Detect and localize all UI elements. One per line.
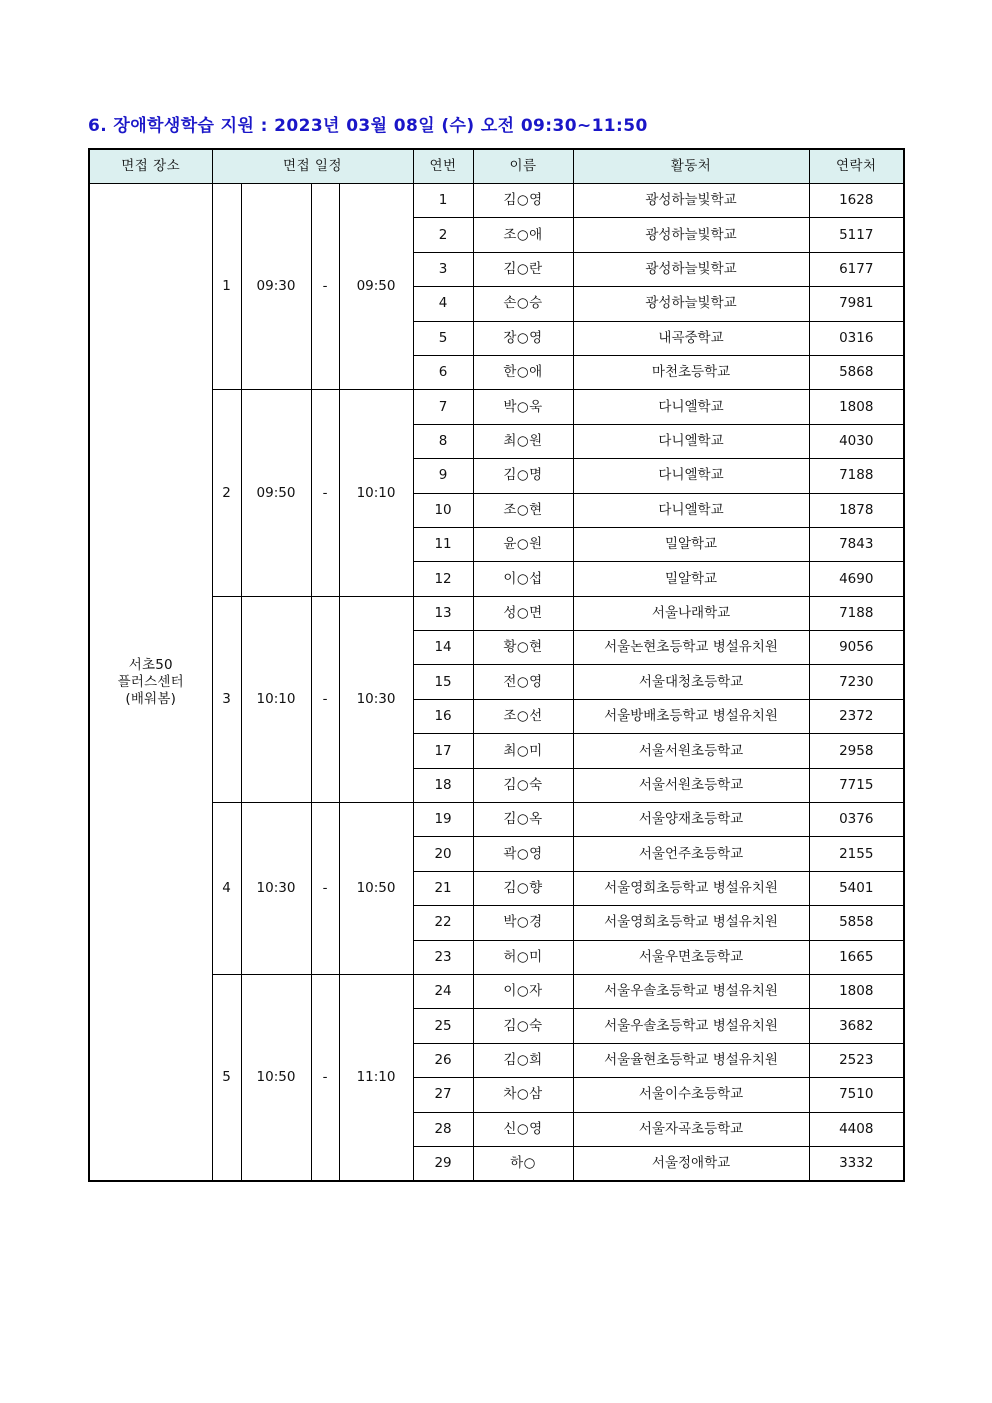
- row-organization: 서울자곡초등학교: [573, 1112, 809, 1146]
- row-organization: 서울양재초등학교: [573, 803, 809, 837]
- row-organization: 다니엘학교: [573, 459, 809, 493]
- row-applicant-name: 김○영: [473, 184, 573, 218]
- row-organization: 광성하늘빛학교: [573, 218, 809, 252]
- table-row: [89, 803, 904, 837]
- row-applicant-name: 김○명: [473, 459, 573, 493]
- row-contact-number: 1628: [809, 184, 904, 218]
- row-contact-number: 3332: [809, 1146, 904, 1181]
- row-organization: 서울우솔초등학교 병설유치원: [573, 974, 809, 1008]
- row-contact-number: 5868: [809, 355, 904, 389]
- row-organization: 서울대청초등학교: [573, 665, 809, 699]
- schedule-group-number: 2: [212, 390, 241, 596]
- row-sequence-number: 22: [413, 906, 473, 940]
- row-sequence-number: 15: [413, 665, 473, 699]
- row-contact-number: 7188: [809, 596, 904, 630]
- schedule-range-dash: -: [311, 803, 339, 975]
- schedule-start-time: 10:10: [241, 596, 311, 802]
- row-organization: 광성하늘빛학교: [573, 252, 809, 286]
- column-header-seq: 연번: [413, 149, 473, 184]
- row-contact-number: 7843: [809, 527, 904, 561]
- row-sequence-number: 7: [413, 390, 473, 424]
- row-organization: 다니엘학교: [573, 424, 809, 458]
- interview-place-cell: [89, 184, 212, 1182]
- row-contact-number: 2372: [809, 699, 904, 733]
- row-contact-number: 1665: [809, 940, 904, 974]
- row-applicant-name: 김○옥: [473, 803, 573, 837]
- row-contact-number: 2958: [809, 734, 904, 768]
- schedule-group-number: 3: [212, 596, 241, 802]
- row-contact-number: 4408: [809, 1112, 904, 1146]
- interview-place-line: 플러스센터: [117, 673, 184, 690]
- row-applicant-name: 이○자: [473, 974, 573, 1008]
- row-applicant-name: 성○면: [473, 596, 573, 630]
- row-contact-number: 4030: [809, 424, 904, 458]
- table-row: [89, 974, 904, 1008]
- row-contact-number: 5858: [809, 906, 904, 940]
- row-organization: 서울언주초등학교: [573, 837, 809, 871]
- row-organization: 밀알학교: [573, 562, 809, 596]
- row-sequence-number: 19: [413, 803, 473, 837]
- schedule-range-dash: -: [311, 974, 339, 1181]
- column-header-place: 면접 장소: [89, 149, 212, 184]
- row-sequence-number: 25: [413, 1009, 473, 1043]
- row-contact-number: 5117: [809, 218, 904, 252]
- row-organization: 서울나래학교: [573, 596, 809, 630]
- row-contact-number: 4690: [809, 562, 904, 596]
- row-applicant-name: 한○애: [473, 355, 573, 389]
- schedule-end-time: 10:50: [339, 803, 413, 975]
- row-sequence-number: 9: [413, 459, 473, 493]
- row-sequence-number: 27: [413, 1078, 473, 1112]
- row-applicant-name: 최○원: [473, 424, 573, 458]
- schedule-end-time: 10:30: [339, 596, 413, 802]
- row-applicant-name: 허○미: [473, 940, 573, 974]
- row-applicant-name: 조○선: [473, 699, 573, 733]
- row-sequence-number: 20: [413, 837, 473, 871]
- row-applicant-name: 차○삼: [473, 1078, 573, 1112]
- column-header-name: 이름: [473, 149, 573, 184]
- row-sequence-number: 11: [413, 527, 473, 561]
- row-applicant-name: 조○현: [473, 493, 573, 527]
- row-contact-number: 7715: [809, 768, 904, 802]
- schedule-end-time: 11:10: [339, 974, 413, 1181]
- row-organization: 서울우면초등학교: [573, 940, 809, 974]
- row-contact-number: 7981: [809, 287, 904, 321]
- row-sequence-number: 5: [413, 321, 473, 355]
- row-sequence-number: 23: [413, 940, 473, 974]
- schedule-range-dash: -: [311, 184, 339, 390]
- row-contact-number: 6177: [809, 252, 904, 286]
- row-organization: 서울율현초등학교 병설유치원: [573, 1043, 809, 1077]
- schedule-start-time: 10:30: [241, 803, 311, 975]
- row-sequence-number: 28: [413, 1112, 473, 1146]
- schedule-range-dash: -: [311, 390, 339, 596]
- row-contact-number: 1808: [809, 974, 904, 1008]
- row-sequence-number: 6: [413, 355, 473, 389]
- schedule-start-time: 09:50: [241, 390, 311, 596]
- column-header-tel: 연락처: [809, 149, 904, 184]
- table-row: [89, 596, 904, 630]
- row-sequence-number: 21: [413, 871, 473, 905]
- schedule-group-number: 4: [212, 803, 241, 975]
- row-sequence-number: 14: [413, 631, 473, 665]
- row-contact-number: 7188: [809, 459, 904, 493]
- row-applicant-name: 김○란: [473, 252, 573, 286]
- row-applicant-name: 윤○원: [473, 527, 573, 561]
- column-header-schedule: 면접 일정: [212, 149, 413, 184]
- row-sequence-number: 2: [413, 218, 473, 252]
- table-row: [89, 184, 904, 218]
- schedule-group-number: 5: [212, 974, 241, 1181]
- schedule-end-time: 10:10: [339, 390, 413, 596]
- schedule-range-dash: -: [311, 596, 339, 802]
- row-organization: 다니엘학교: [573, 390, 809, 424]
- table-head: [89, 149, 904, 184]
- schedule-group-number: 1: [212, 184, 241, 390]
- interview-schedule-table: [88, 148, 905, 1182]
- row-contact-number: 2523: [809, 1043, 904, 1077]
- row-contact-number: 9056: [809, 631, 904, 665]
- row-organization: 광성하늘빛학교: [573, 184, 809, 218]
- schedule-start-time: 09:30: [241, 184, 311, 390]
- interview-place-line: (배워봄): [125, 690, 177, 707]
- row-applicant-name: 장○영: [473, 321, 573, 355]
- table-body: [89, 184, 904, 1182]
- row-organization: 마천초등학교: [573, 355, 809, 389]
- row-sequence-number: 26: [413, 1043, 473, 1077]
- row-contact-number: 0316: [809, 321, 904, 355]
- row-organization: 광성하늘빛학교: [573, 287, 809, 321]
- row-applicant-name: 김○숙: [473, 1009, 573, 1043]
- row-applicant-name: 박○욱: [473, 390, 573, 424]
- row-sequence-number: 16: [413, 699, 473, 733]
- row-applicant-name: 김○희: [473, 1043, 573, 1077]
- row-contact-number: 3682: [809, 1009, 904, 1043]
- row-applicant-name: 손○승: [473, 287, 573, 321]
- row-organization: 서울서원초등학교: [573, 768, 809, 802]
- row-applicant-name: 전○영: [473, 665, 573, 699]
- row-contact-number: 2155: [809, 837, 904, 871]
- row-sequence-number: 24: [413, 974, 473, 1008]
- row-applicant-name: 김○숙: [473, 768, 573, 802]
- row-organization: 서울영희초등학교 병설유치원: [573, 871, 809, 905]
- row-sequence-number: 3: [413, 252, 473, 286]
- row-sequence-number: 29: [413, 1146, 473, 1181]
- table-header-row: [89, 149, 904, 184]
- row-contact-number: 7230: [809, 665, 904, 699]
- row-sequence-number: 13: [413, 596, 473, 630]
- row-organization: 서울정애학교: [573, 1146, 809, 1181]
- row-contact-number: 7510: [809, 1078, 904, 1112]
- row-applicant-name: 신○영: [473, 1112, 573, 1146]
- row-sequence-number: 12: [413, 562, 473, 596]
- interview-place-line: 서초50: [128, 656, 173, 673]
- table-row: [89, 390, 904, 424]
- row-organization: 서울논현초등학교 병설유치원: [573, 631, 809, 665]
- row-organization: 서울이수초등학교: [573, 1078, 809, 1112]
- row-organization: 서울방배초등학교 병설유치원: [573, 699, 809, 733]
- row-contact-number: 0376: [809, 803, 904, 837]
- schedule-end-time: 09:50: [339, 184, 413, 390]
- row-organization: 서울서원초등학교: [573, 734, 809, 768]
- row-organization: 다니엘학교: [573, 493, 809, 527]
- column-header-org: 활동처: [573, 149, 809, 184]
- interview-schedule-table-wrapper: [88, 148, 904, 1182]
- row-organization: 서울영희초등학교 병설유치원: [573, 906, 809, 940]
- row-sequence-number: 4: [413, 287, 473, 321]
- row-organization: 서울우솔초등학교 병설유치원: [573, 1009, 809, 1043]
- row-organization: 내곡중학교: [573, 321, 809, 355]
- row-applicant-name: 조○애: [473, 218, 573, 252]
- row-contact-number: 1808: [809, 390, 904, 424]
- row-contact-number: 5401: [809, 871, 904, 905]
- row-sequence-number: 8: [413, 424, 473, 458]
- row-applicant-name: 황○현: [473, 631, 573, 665]
- row-contact-number: 1878: [809, 493, 904, 527]
- row-applicant-name: 곽○영: [473, 837, 573, 871]
- page-title: 6. 장애학생학습 지원 : 2023년 03월 08일 (수) 오전 09:30~11:50: [88, 116, 648, 136]
- row-applicant-name: 하○: [473, 1146, 573, 1181]
- schedule-start-time: 10:50: [241, 974, 311, 1181]
- row-sequence-number: 17: [413, 734, 473, 768]
- row-applicant-name: 김○향: [473, 871, 573, 905]
- row-sequence-number: 18: [413, 768, 473, 802]
- row-applicant-name: 박○경: [473, 906, 573, 940]
- row-organization: 밀알학교: [573, 527, 809, 561]
- row-sequence-number: 10: [413, 493, 473, 527]
- row-sequence-number: 1: [413, 184, 473, 218]
- row-applicant-name: 최○미: [473, 734, 573, 768]
- row-applicant-name: 이○섭: [473, 562, 573, 596]
